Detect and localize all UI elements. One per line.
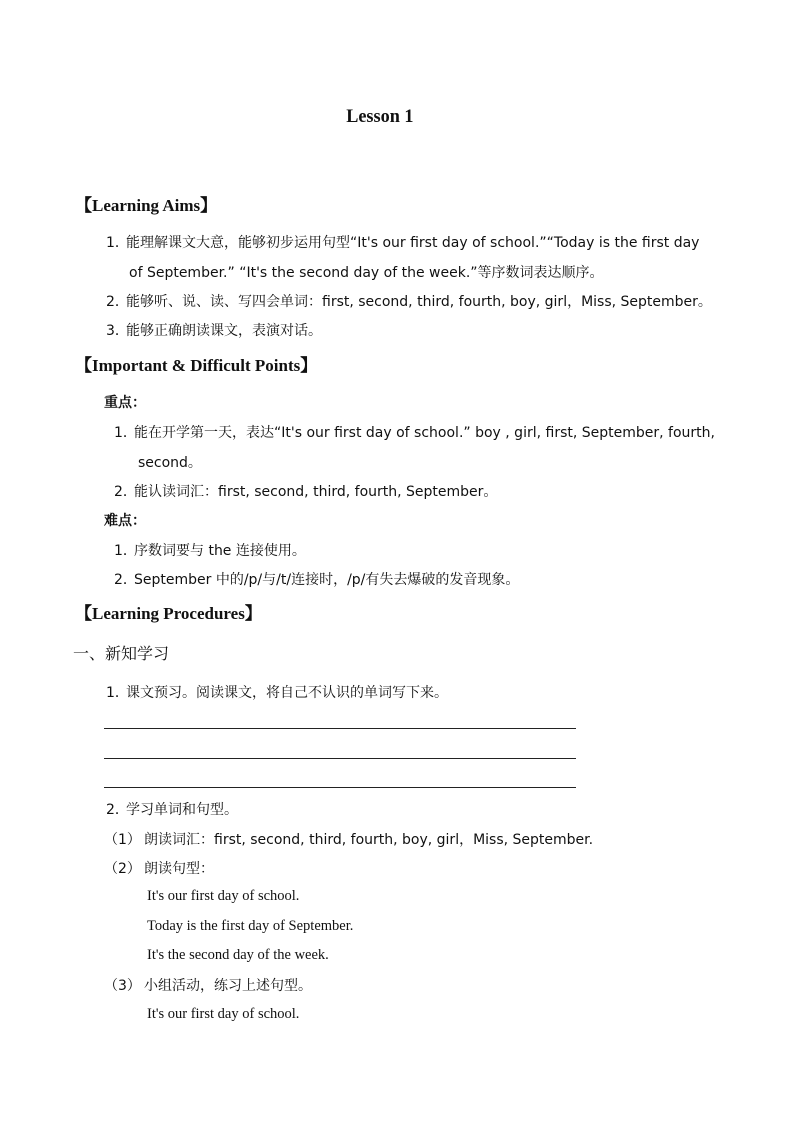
sub-step-2-text: 朗读句型： bbox=[144, 861, 214, 877]
aim-3-line1: 能够正确朗读课文，表演对话。 bbox=[126, 323, 322, 339]
step-2-number: 2． bbox=[106, 802, 129, 818]
difficult-points-label: 难点： bbox=[104, 513, 146, 529]
practice-sentence: It's our first day of school. bbox=[147, 1006, 300, 1022]
points-heading: 【Important & Difficult Points】 bbox=[75, 356, 318, 375]
key-point-1-line1: 能在开学第一天，表达“It's our first day of school.” boy , girl, first, September, fourth, bbox=[134, 425, 715, 441]
sub-step-1-text: 朗读词汇：first, second, third, fourth, boy, girl，Miss, September. bbox=[144, 832, 594, 848]
difficult-point-2-line1: September 中的/p/与/t/连接时，/p/有失去爆破的发音现象。 bbox=[134, 572, 520, 588]
sentence-2: Today is the first day of September. bbox=[147, 918, 354, 934]
step-1-text: 课文预习。阅读课文，将自己不认识的单词写下来。 bbox=[126, 685, 448, 701]
key-points-label: 重点： bbox=[104, 395, 146, 411]
answer-line-3 bbox=[104, 787, 576, 788]
aim-2-number: 2． bbox=[106, 294, 129, 310]
aim-1-line2: of September.” “It's the second day of the week.”等序数词表达顺序。 bbox=[129, 265, 604, 281]
difficult-point-2-number: 2． bbox=[114, 572, 137, 588]
key-point-1-line2: second。 bbox=[138, 455, 202, 471]
sub-step-2-number: （2） bbox=[104, 861, 141, 877]
aim-3-number: 3． bbox=[106, 323, 129, 339]
sub-step-3-text: 小组活动，练习上述句型。 bbox=[144, 978, 312, 994]
answer-line-1 bbox=[104, 728, 576, 729]
part-one-heading: 一、新知学习 bbox=[73, 644, 170, 663]
learning-aims-heading: 【Learning Aims】 bbox=[75, 196, 218, 215]
aim-1-number: 1． bbox=[106, 235, 129, 251]
aim-2-line1: 能够听、说、读、写四会单词：first, second, third, fourth, boy, girl，Miss, September。 bbox=[126, 294, 712, 310]
key-point-2-number: 2． bbox=[114, 484, 137, 500]
sentence-3: It's the second day of the week. bbox=[147, 947, 329, 963]
answer-line-2 bbox=[104, 758, 576, 759]
key-point-2-line1: 能认读词汇：first, second, third, fourth, September。 bbox=[134, 484, 498, 500]
step-1-number: 1． bbox=[106, 685, 129, 701]
aim-1-line1: 能理解课文大意，能够初步运用句型“It's our first day of school.”“Today is the first day bbox=[126, 235, 700, 251]
sentence-1: It's our first day of school. bbox=[147, 888, 300, 904]
procedures-heading: 【Learning Procedures】 bbox=[75, 604, 262, 623]
sub-step-1-number: （1） bbox=[104, 832, 141, 848]
step-2-text: 学习单词和句型。 bbox=[126, 802, 238, 818]
difficult-point-1-number: 1． bbox=[114, 543, 137, 559]
sub-step-3-number: （3） bbox=[104, 978, 141, 994]
page-title: Lesson 1 bbox=[346, 106, 414, 127]
difficult-point-1-line1: 序数词要与 the 连接使用。 bbox=[134, 543, 306, 559]
key-point-1-number: 1． bbox=[114, 425, 137, 441]
